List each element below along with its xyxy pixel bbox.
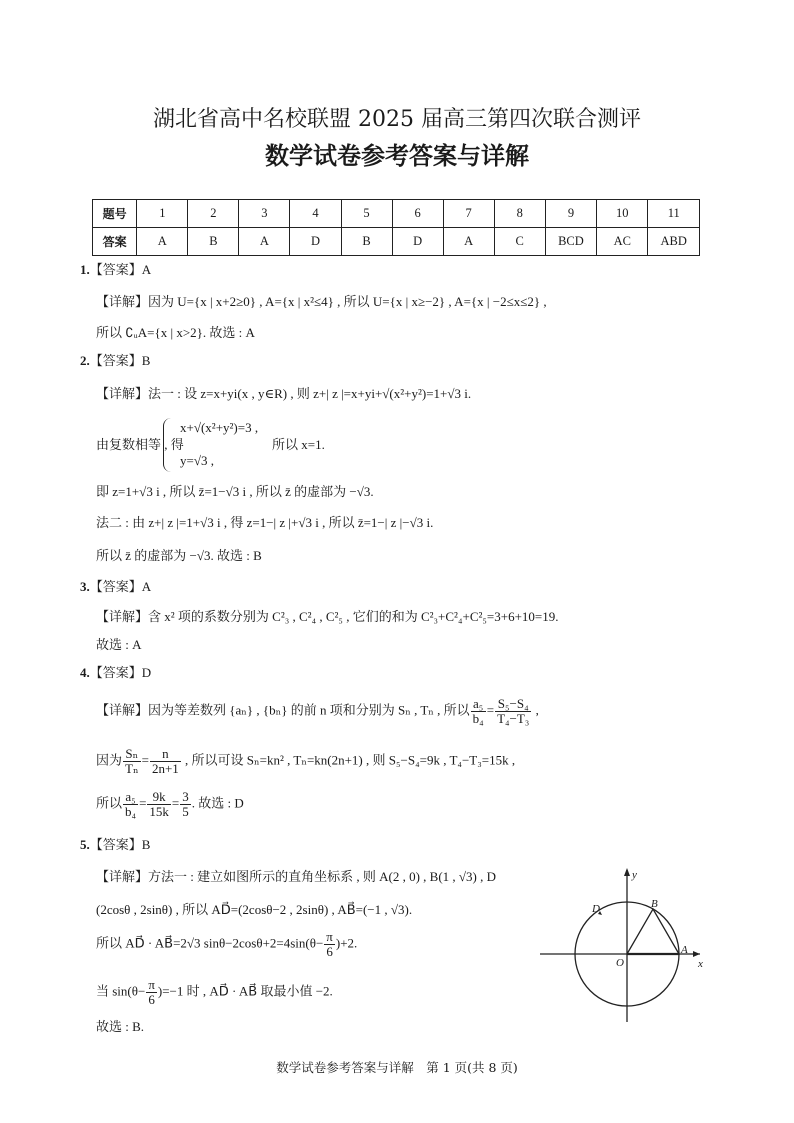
numerator: π (326, 929, 333, 944)
text-segment: 故选 : A (96, 637, 142, 652)
numerator: a₅ (123, 790, 138, 805)
text-segment: . 故选 : D (191, 795, 244, 811)
text-segment: 因为 (96, 752, 123, 768)
question-number-cell: 1 (137, 200, 188, 228)
text-segment: 由复数相等 , 得 (96, 437, 184, 452)
question-number: 5. (80, 837, 90, 852)
denominator: T₄−T₃ (497, 711, 530, 726)
text-segment: 所以 z̄ 的虚部为 −√3. 故选 : B (96, 548, 262, 563)
text-segment: 【答案】D (89, 665, 152, 680)
text-segment: 即 z=1+√3 i , 所以 z̄=1−√3 i , 所以 z̄ 的虚部为 −√3. (96, 484, 374, 499)
denominator: b₄ (472, 711, 484, 726)
denominator: 6 (326, 944, 333, 959)
numerator: 9k (147, 790, 171, 805)
document-title: 湖北省高中名校联盟 2025 届高三第四次联合测评 (153, 107, 641, 132)
denominator: b₄ (125, 804, 137, 819)
text-segment: = (486, 702, 495, 718)
answer-cell: A (239, 228, 290, 256)
point-d-label: D (592, 903, 600, 915)
numerator: n (150, 747, 181, 762)
page-footer: 数学试卷参考答案与详解 第 1 页(共 8 页) (276, 1060, 518, 1075)
text-segment: 所以 x=1. (272, 437, 325, 452)
numerator: a₅ (471, 697, 486, 712)
question-number: 4. (80, 665, 90, 680)
text-segment: )+2. (335, 935, 358, 951)
text-segment: 【详解】法一 : 设 z=x+yi(x , y∈R) , 则 z+| z |=x+yi+√(x²+y²)=1+√3 i. (96, 386, 472, 401)
text-segment: 【详解】因为 U={x | x+2≥0} , A={x | x²≤4} , 所以 U={x | x≥−2} , A={x | −2≤x≤2} , (96, 294, 547, 309)
text-segment: 【答案】A (89, 579, 152, 594)
text-segment: 【答案】B (89, 353, 151, 368)
text-segment: y=√3 , (180, 453, 214, 468)
question-number: 3. (80, 579, 90, 594)
denominator: 6 (148, 992, 155, 1007)
numerator: S₅−S₄ (495, 697, 531, 712)
y-arrow-icon (624, 868, 630, 876)
question-number: 1. (80, 262, 90, 277)
answer-cell: AC (597, 228, 648, 256)
answer-cell: D (392, 228, 443, 256)
question-number-cell: 2 (188, 200, 239, 228)
document-subtitle: 数学试卷参考答案与详解 (265, 141, 529, 170)
answer-cell: A (137, 228, 188, 256)
question-number-cell: 7 (443, 200, 494, 228)
text-segment: 当 sin(θ− (96, 983, 146, 999)
numerator: π (148, 977, 155, 992)
answer-cell: BCD (545, 228, 596, 256)
answer-cell: A (443, 228, 494, 256)
numerator: 3 (182, 789, 189, 804)
text-segment: = (139, 795, 147, 811)
text-segment: 【详解】因为等差数列 {aₙ} , {bₙ} 的前 n 项和分别为 Sₙ , Tₙ , 所以 (96, 702, 470, 718)
text-segment: )=−1 时 , AD⃗ · AB⃗ 取最小值 −2. (157, 983, 333, 999)
question-number-cell: 4 (290, 200, 341, 228)
denominator: 5 (182, 804, 189, 819)
text-segment: , (532, 702, 539, 718)
row-label: 题号 (93, 200, 137, 228)
text-segment: 法二 : 由 z+| z |=1+√3 i , 得 z=1−| z |+√3 i , 所以 z̄=1−| z |−√3 i. (96, 515, 434, 530)
text-segment: 【答案】B (89, 837, 151, 852)
text-segment: 【详解】方法一 : 建立如图所示的直角坐标系 , 则 A(2 , 0) , B(1 , √3) , D (96, 869, 497, 884)
text-segment: 所以 ∁ᵤA={x | x>2}. 故选 : A (96, 325, 255, 340)
question-number-cell: 3 (239, 200, 290, 228)
answer-cell: C (494, 228, 545, 256)
text-segment: 所以 AD⃗ · AB⃗=2√3 sinθ−2cosθ+2=4sin(θ− (96, 935, 324, 951)
point-a-label: A (681, 944, 688, 956)
text-segment: (2cosθ , 2sinθ) , 所以 AD⃗=(2cosθ−2 , 2sinθ) , AB⃗=(−1 , √3). (96, 902, 413, 917)
question-number-cell: 6 (392, 200, 443, 228)
answer-cell: B (188, 228, 239, 256)
text-segment: , 所以可设 Sₙ=kn² , Tₙ=kn(2n+1) , 则 S₅−S₄=9k , T₄−T₃=15k , (181, 752, 516, 768)
question-number-cell: 11 (648, 200, 700, 228)
text-segment: 所以 (96, 795, 123, 811)
answer-cell: ABD (648, 228, 700, 256)
question-number: 2. (80, 353, 90, 368)
origin-label: O (616, 957, 624, 969)
denominator: Tₙ (125, 761, 139, 776)
x-arrow-icon (693, 951, 700, 957)
denominator: 15k (149, 804, 169, 819)
row-label: 答案 (93, 228, 137, 256)
text-segment: 故选 : B. (96, 1019, 145, 1034)
answer-cell: B (341, 228, 392, 256)
denominator: 2n+1 (151, 761, 179, 776)
y-label: y (632, 869, 637, 881)
question-number-cell: 9 (545, 200, 596, 228)
text-segment: x+√(x²+y²)=3 , (180, 420, 259, 435)
triangle-oab (627, 909, 679, 954)
text-segment: = (171, 795, 180, 811)
text-segment: 【答案】A (89, 262, 152, 277)
numerator: Sₙ (123, 747, 141, 762)
text-segment: 【详解】含 x² 项的系数分别为 C²₃ , C²₄ , C²₅ , 它们的和为 C²₃+C²₄+C²₅=3+6+10=19. (96, 609, 559, 624)
x-label: x (698, 958, 703, 970)
question-number-cell: 8 (494, 200, 545, 228)
answer-cell: D (290, 228, 341, 256)
point-b-label: B (651, 898, 658, 910)
question-number-cell: 5 (341, 200, 392, 228)
question-number-cell: 10 (597, 200, 648, 228)
text-segment: = (141, 752, 149, 768)
